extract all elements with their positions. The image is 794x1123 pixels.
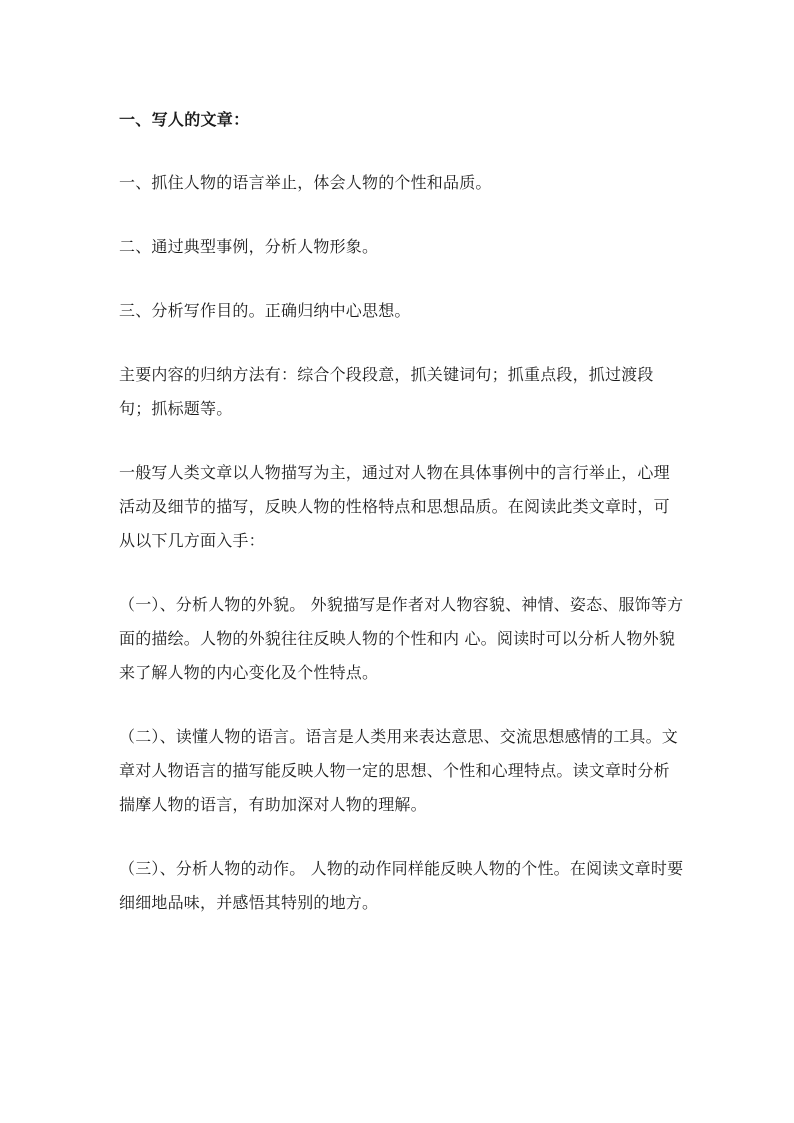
paragraph-6: （一）、分析人物的外貌。 外貌描写是作者对人物容貌、神情、姿态、服饰等方面的描绘。人物的外貌往往反映人物的个性和内 心。阅读时可以分析人物外貌来了解人物的内心变化及个性特点。: [119, 595, 684, 682]
paragraph-4: 主要内容的归纳方法有：综合个段段意，抓关键词句；抓重点段，抓过渡段句；抓标题等。: [119, 365, 654, 418]
paragraph-8: （三）、分析人物的动作。 人物的动作同样能反映人物的个性。在阅读文章时要细细地品味，并感悟其特别的地方。: [119, 859, 684, 912]
paragraph-7: （二）、读懂人物的语言。语言是人类用来表达意思、交流思想感情的工具。文章对人物语言的描写能反映人物一定的思想、个性和心理特点。读文章时分析揣摩人物的语言，有助加深对人物的理解。: [119, 727, 679, 814]
paragraph-5: 一般写人类文章以人物描写为主，通过对人物在具体事例中的言行举止，心理活动及细节的描写，反映人物的性格特点和思想品质。在阅读此类文章时，可从以下几方面入手：: [119, 463, 670, 550]
section-heading: 一、写人的文章：: [119, 110, 250, 129]
paragraph-1: 一、抓住人物的语言举止，体会人物的个性和品质。: [119, 173, 492, 192]
document-body: [119, 104, 684, 950]
paragraph-3: 三、分析写作目的。正确归纳中心思想。: [119, 301, 411, 320]
paragraph-2: 二、通过典型事例，分析人物形象。: [119, 237, 379, 256]
